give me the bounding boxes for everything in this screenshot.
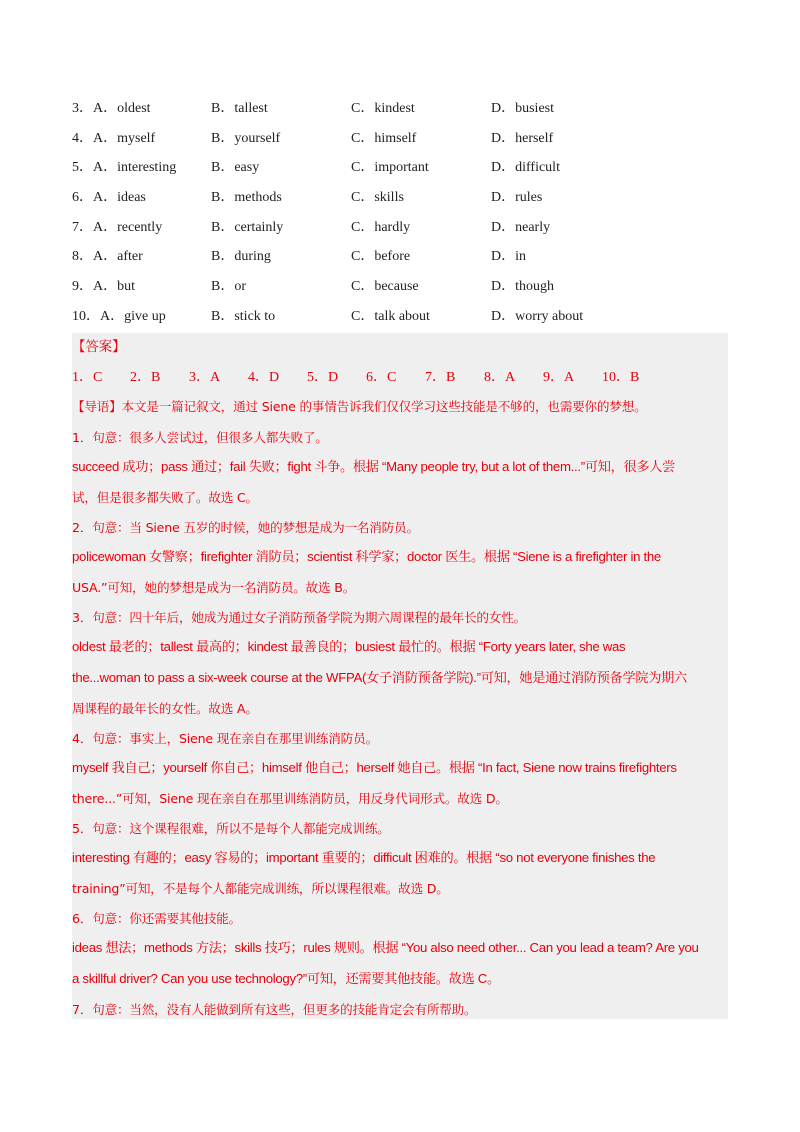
option-b: B．stick to <box>211 308 276 324</box>
option-d: D．nearly <box>491 219 551 235</box>
option-a: 5．A．interesting <box>72 160 177 176</box>
explanation-line: succeed 成功；pass 通过；fail 失败；fight 斗争。根据 “Many people try, but a lot of them...”可知，很多人尝 <box>72 459 676 474</box>
option-b: B．tallest <box>211 101 268 116</box>
option-row-7 <box>72 216 732 246</box>
option-c: C．because <box>351 279 419 295</box>
option-row-9 <box>72 275 732 305</box>
option-row-8 <box>72 245 732 275</box>
option-row-6 <box>72 186 732 216</box>
explanation-line: a skillful driver? Can you use technology?”可知，还需要其他技能。故选 C。 <box>72 971 500 986</box>
option-c: C．before <box>351 249 411 265</box>
option-row-4 <box>72 127 732 157</box>
answer-key: 1．C <box>72 370 103 385</box>
option-row-5 <box>72 156 732 186</box>
explanation-line: ideas 想法；methods 方法；skills 技巧；rules 规则。根据 “You also need other... Can you lead a team? Are you <box>72 940 699 955</box>
explanation-line: 5．句意：这个课程很难，所以不是每个人都能完成训练。 <box>72 821 390 836</box>
explanation-line: policewoman 女警察；firefighter 消防员；scientist 科学家；doctor 医生。根据 “Siene is a firefighter in the <box>72 549 661 564</box>
answer-key: 7．B <box>425 370 456 385</box>
answer-key: 2．B <box>130 370 161 385</box>
option-d: D．worry about <box>491 308 584 324</box>
option-a: 4．A．myself <box>72 130 156 146</box>
option-b: B．during <box>211 249 271 265</box>
option-a: 10．A．give up <box>72 308 166 324</box>
answer-key: 6．C <box>366 370 397 385</box>
option-b: B．easy <box>211 160 260 176</box>
explanation-line: USA.”可知，她的梦想是成为一名消防员。故选 B。 <box>72 580 356 595</box>
options-list <box>72 97 732 335</box>
explanation-line: myself 我自己；yourself 你自己；himself 他自己；herself 她自己。根据 “In fact, Siene now trains firefighters <box>72 760 677 775</box>
option-d: D．in <box>491 249 526 265</box>
option-b: B．yourself <box>211 130 281 146</box>
explanation-line: there...”可知，Siene 现在亲自在那里训练消防员，用反身代词形式。故选 D。 <box>72 791 508 806</box>
option-c: C．skills <box>351 190 404 206</box>
explanation-line: 6．句意：你还需要其他技能。 <box>72 911 241 926</box>
answer-section <box>72 333 728 1019</box>
answer-key: 4．D <box>248 370 280 385</box>
option-row-10 <box>72 305 732 335</box>
option-c: C．himself <box>351 130 417 146</box>
option-a: 7．A．recently <box>72 219 163 235</box>
answer-key: 8．A <box>484 370 516 385</box>
answer-title: 【答案】 <box>72 340 126 355</box>
option-d: D．busiest <box>491 101 554 116</box>
option-b: B．certainly <box>211 219 284 235</box>
option-d: D．difficult <box>491 160 560 176</box>
option-c: C．important <box>351 160 429 176</box>
option-a: 3．A．oldest <box>72 101 151 116</box>
option-d: D．rules <box>491 190 543 206</box>
answer-key: 9．A <box>543 370 575 385</box>
option-a: 6．A．ideas <box>72 190 146 206</box>
answer-keys <box>72 366 728 388</box>
option-a: 9．A．but <box>72 279 135 295</box>
option-b: B．methods <box>211 190 282 206</box>
explanation-line: oldest 最老的；tallest 最高的；kindest 最善良的；busiest 最忙的。根据 “Forty years later, she was <box>72 639 626 654</box>
answer-key: 10．B <box>602 370 640 385</box>
explanation-line: 1．句意：很多人尝试过，但很多人都失败了。 <box>72 430 328 445</box>
explanation-line: 7．句意：当然，没有人能做到所有这些，但更多的技能肯定会有所帮助。 <box>72 1002 477 1017</box>
explanation-line: 试，但是很多都失败了。故选 C。 <box>72 490 258 505</box>
option-d: D．though <box>491 279 554 295</box>
option-a: 8．A．after <box>72 249 143 265</box>
explanation-line: 周课程的最年长的女性。故选 A。 <box>72 701 258 716</box>
intro-line: 【导语】本文是一篇记叙文，通过 Siene 的事情告诉我们仅仅学习这些技能是不够的，也需要你的梦想。 <box>72 399 647 414</box>
option-row-3 <box>72 97 732 127</box>
explanation-line: training”可知，不是每个人都能完成训练，所以课程很难。故选 D。 <box>72 881 449 896</box>
option-d: D．herself <box>491 130 554 146</box>
explanation-line: 4．句意：事实上，Siene 现在亲自在那里训练消防员。 <box>72 731 378 746</box>
option-c: C．kindest <box>351 101 415 116</box>
answer-key: 3．A <box>189 370 221 385</box>
explanation-line: 2．句意：当 Siene 五岁的时候，她的梦想是成为一名消防员。 <box>72 520 419 535</box>
answer-key: 5．D <box>307 370 339 385</box>
explanation-line: interesting 有趣的；easy 容易的；important 重要的；difficult 困难的。根据 “so not everyone finishes the <box>72 850 656 865</box>
option-c: C．hardly <box>351 219 411 235</box>
explanation-line: the...woman to pass a six-week course at the WFPA(女子消防预备学院).”可知，她是通过消防预备学院为期六 <box>72 670 687 685</box>
option-b: B．or <box>211 279 246 295</box>
explanation-line: 3．句意：四十年后，她成为通过女子消防预备学院为期六周课程的最年长的女性。 <box>72 610 526 625</box>
option-c: C．talk about <box>351 308 430 324</box>
